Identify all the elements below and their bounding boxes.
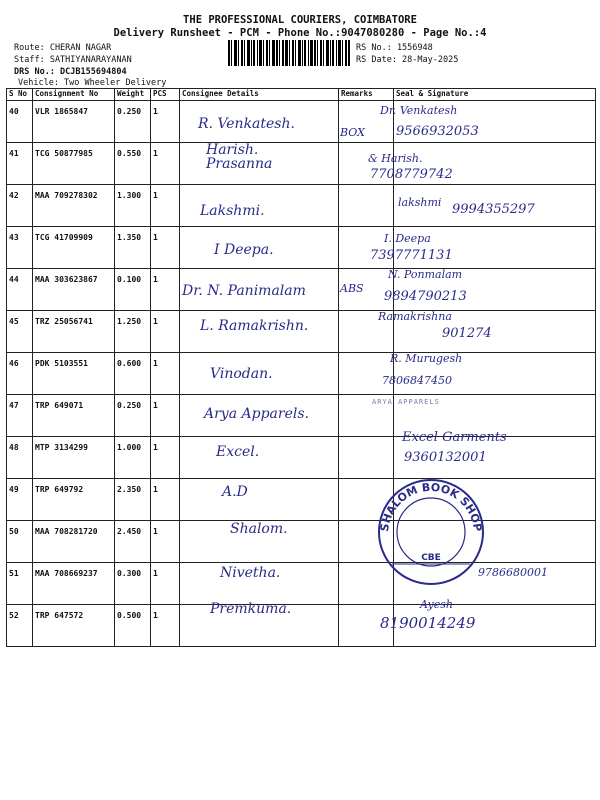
consignment-cell: VLR 1865847 [33, 101, 115, 143]
pcs-cell: 1 [151, 143, 180, 185]
handwritten-phone: 9566932053 [396, 124, 479, 139]
weight-cell: 2.450 [115, 521, 151, 563]
table-row [7, 101, 596, 143]
consignment-cell: TCG 50877985 [33, 143, 115, 185]
vehicle-label: Vehicle: Two Wheeler Delivery [18, 78, 167, 88]
pcs-cell: 1 [151, 437, 180, 479]
handwritten-phone: 7708779742 [370, 167, 453, 182]
drs-number: DRS No.: DCJB155694804 [14, 67, 127, 77]
pcs-cell: 1 [151, 395, 180, 437]
sno-cell: 40 [7, 101, 33, 143]
handwritten-consignee: Excel. [216, 444, 260, 460]
runsheet-table [6, 88, 596, 647]
sno-cell: 48 [7, 437, 33, 479]
col-weight: Weight [115, 89, 151, 101]
sno-cell: 49 [7, 479, 33, 521]
weight-cell: 0.300 [115, 563, 151, 605]
handwritten-consignee: Nivetha. [220, 565, 281, 581]
table-row [7, 227, 596, 269]
consignment-cell: MAA 303623867 [33, 269, 115, 311]
col-remarks: Remarks [339, 89, 394, 101]
remarks-cell [339, 437, 394, 479]
weight-cell: 0.550 [115, 143, 151, 185]
consignment-cell: MTP 3134299 [33, 437, 115, 479]
col-sno: S No [7, 89, 33, 101]
handwritten-signature: & Harish. [368, 152, 423, 165]
company-title: THE PROFESSIONAL COURIERS, COIMBATORE [183, 14, 417, 26]
consignment-cell: MAA 708281720 [33, 521, 115, 563]
pcs-cell: 1 [151, 563, 180, 605]
sno-cell: 51 [7, 563, 33, 605]
pcs-cell: 1 [151, 605, 180, 647]
handwritten-signature: Ramakrishna [378, 310, 452, 323]
handwritten-signature: Ayesh [420, 598, 453, 611]
handwritten-phone: 901274 [442, 326, 492, 341]
handwritten-phone: 9894790213 [384, 289, 467, 304]
consignee-cell [180, 479, 339, 521]
handwritten-signature: N. Ponmalam [388, 268, 463, 281]
sno-cell: 52 [7, 605, 33, 647]
handwritten-consignee: Lakshmi. [200, 203, 265, 219]
consignment-cell: TRZ 25056741 [33, 311, 115, 353]
consignment-cell: TCG 41709909 [33, 227, 115, 269]
pcs-cell: 1 [151, 269, 180, 311]
weight-cell: 0.500 [115, 605, 151, 647]
runsheet-title: Delivery Runsheet - PCM - Phone No.:9047080280 - Page No.:4 [113, 27, 487, 39]
col-consignee: Consignee Details [180, 89, 339, 101]
consignment-cell: TRP 649792 [33, 479, 115, 521]
pcs-cell: 1 [151, 101, 180, 143]
handwritten-phone: 7397771131 [370, 248, 453, 263]
handwritten-signature: Excel Garments [402, 430, 507, 445]
handwritten-signature: I. Deepa [384, 232, 431, 245]
table-row [7, 605, 596, 647]
faint-stamp-text: ARYA APPARELS [372, 398, 440, 406]
weight-cell: 1.250 [115, 311, 151, 353]
handwritten-phone: 9994355297 [452, 202, 535, 217]
weight-cell: 0.250 [115, 101, 151, 143]
pcs-cell: 1 [151, 185, 180, 227]
consignment-cell: MAA 709278302 [33, 185, 115, 227]
sno-cell: 46 [7, 353, 33, 395]
weight-cell: 0.600 [115, 353, 151, 395]
consignment-cell: TRP 647572 [33, 605, 115, 647]
handwritten-consignee: Vinodan. [210, 366, 273, 382]
handwritten-consignee: Dr. N. Panimalam [182, 283, 306, 299]
handwritten-consignee: Shalom. [230, 521, 288, 537]
sno-cell: 42 [7, 185, 33, 227]
pcs-cell: 1 [151, 479, 180, 521]
col-consignment: Consignment No [33, 89, 115, 101]
rs-date: RS Date: 28-May-2025 [356, 55, 459, 65]
table-row [7, 353, 596, 395]
table-row [7, 479, 596, 521]
handwritten-phone: 7806847450 [382, 374, 452, 387]
stamp-center-text: CBE [421, 553, 441, 563]
route-label: Route: CHERAN NAGAR [14, 43, 112, 53]
handwritten-consignee: Harish. Prasanna [206, 142, 273, 172]
consignment-cell: MAA 708669237 [33, 563, 115, 605]
consignment-cell: TRP 649071 [33, 395, 115, 437]
table-row [7, 521, 596, 563]
handwritten-signature: R. Murugesh [390, 352, 463, 365]
sno-cell: 41 [7, 143, 33, 185]
handwritten-consignee: R. Venkatesh. [198, 116, 295, 132]
col-signature: Seal & Signature [394, 89, 596, 101]
sno-cell: 43 [7, 227, 33, 269]
weight-cell: 1.350 [115, 227, 151, 269]
shop-stamp [372, 474, 490, 586]
barcode [228, 40, 350, 66]
col-pcs: PCS [151, 89, 180, 101]
pcs-cell: 1 [151, 227, 180, 269]
weight-cell: 0.100 [115, 269, 151, 311]
sno-cell: 44 [7, 269, 33, 311]
handwritten-phone: 9360132001 [404, 450, 487, 465]
handwritten-phone: 8190014249 [380, 614, 476, 632]
pcs-cell: 1 [151, 353, 180, 395]
handwritten-phone: 9786680001 [478, 566, 548, 579]
sno-cell: 47 [7, 395, 33, 437]
handwritten-consignee: Premkuma. [210, 601, 292, 617]
weight-cell: 1.300 [115, 185, 151, 227]
handwritten-remark: ABS [340, 282, 364, 295]
sno-cell: 45 [7, 311, 33, 353]
handwritten-consignee: L. Ramakrishn. [200, 318, 309, 334]
handwritten-consignee: Arya Apparels. [204, 406, 309, 422]
sno-cell: 50 [7, 521, 33, 563]
pcs-cell: 1 [151, 311, 180, 353]
staff-label: Staff: SATHIYANARAYANAN [14, 55, 132, 65]
remarks-cell [339, 185, 394, 227]
handwritten-remark: BOX [340, 126, 365, 139]
handwritten-signature: Dr. Venkatesh [380, 104, 458, 117]
table-row [7, 437, 596, 479]
table-header-row [7, 89, 596, 101]
weight-cell: 1.000 [115, 437, 151, 479]
pcs-cell: 1 [151, 521, 180, 563]
handwritten-signature: lakshmi [398, 196, 442, 209]
handwritten-consignee: A.D [222, 484, 248, 500]
rs-number: RS No.: 1556948 [356, 43, 433, 53]
consignment-cell: PDK 5103551 [33, 353, 115, 395]
handwritten-consignee: I Deepa. [214, 242, 274, 258]
stamp-text: SHALOM BOOK SHOP [377, 480, 485, 533]
weight-cell: 2.350 [115, 479, 151, 521]
weight-cell: 0.250 [115, 395, 151, 437]
